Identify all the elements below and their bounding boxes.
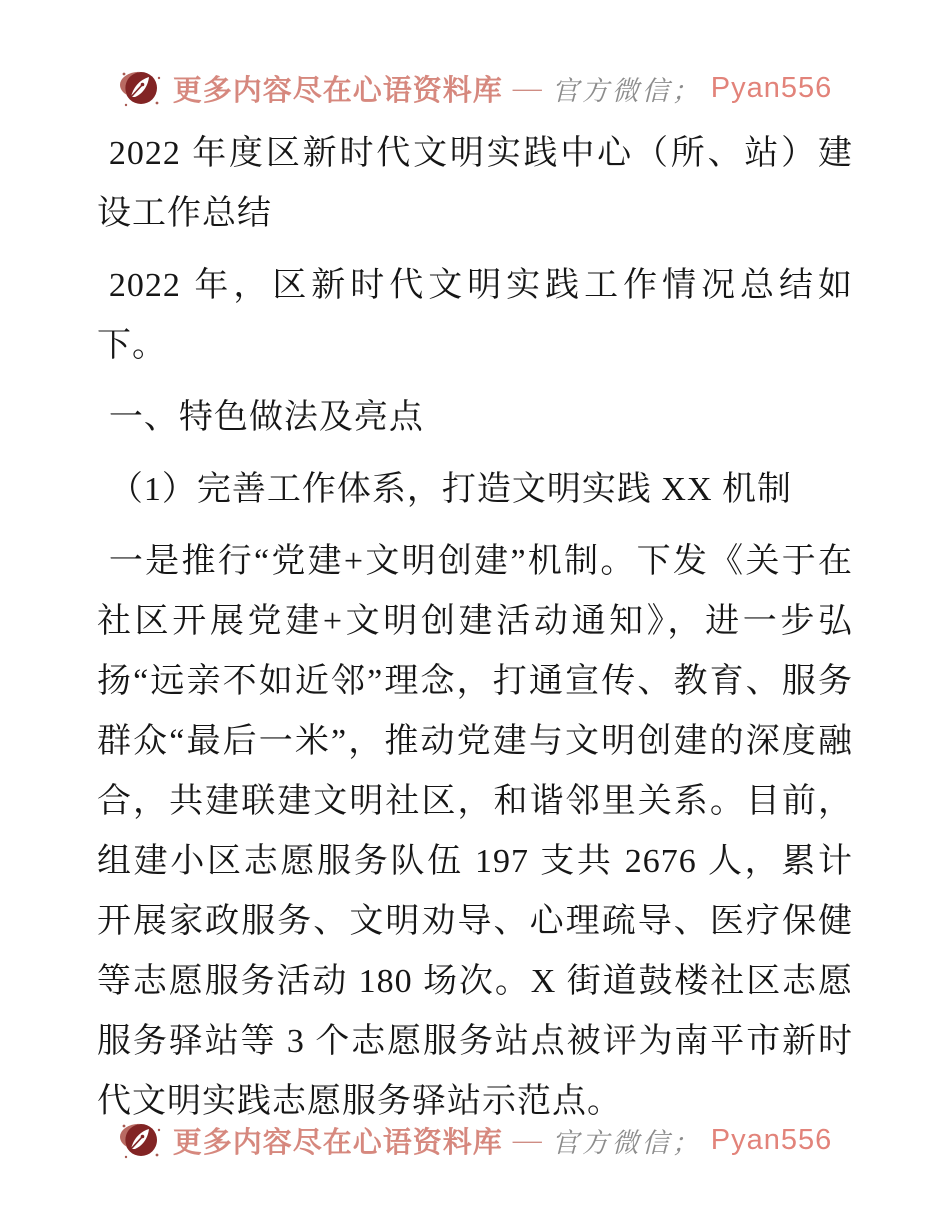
pen-nib-seal-icon	[118, 64, 164, 112]
watermark-dash: —	[512, 1123, 542, 1156]
body-paragraph: 一是推行“党建+文明创建”机制。下发《关于在社区开展党建+文明创建活动通知》，进一步弘扬“远亲不如近邻”理念，打通宣传、教育、服务群众“最后一米”，推动党建与文明创建的深度融合，共建联建文明社区，和谐邻里关系。目前，组建小区志愿服务队伍 197 支共 2676 人，累计开展家政服务、文明劝导、心理疏导、医疗保健等志愿服务活动 180 场次。X 街道鼓楼社区志愿服务驿站等 3 个志愿服务站点被评为南平市新时代文明实践志愿服务驿站示范点。	[97, 543, 853, 1120]
section-heading: 一、特色做法及亮点	[108, 399, 424, 436]
intro-paragraph: 2022 年，区新时代文明实践工作情况总结如下。	[97, 267, 853, 364]
document-title: 2022 年度区新时代文明实践中心（所、站）建设工作总结	[97, 135, 853, 232]
document-content	[97, 124, 853, 1144]
subsection-heading: （1）完善工作体系，打造文明实践 XX 机制	[108, 471, 792, 508]
watermark-wechat-label: 官方微信；	[551, 1127, 702, 1158]
watermark-dash: —	[512, 71, 542, 104]
watermark-wechat-id: Pyan556	[710, 71, 833, 104]
watermark-wechat-id: Pyan556	[710, 1123, 833, 1156]
watermark-footer	[0, 1116, 950, 1164]
watermark-wechat-label: 官方微信；	[551, 75, 702, 106]
watermark-brand-text: 更多内容尽在心语资料库	[172, 74, 503, 107]
pen-nib-seal-icon	[118, 1116, 164, 1164]
watermark-header	[0, 64, 950, 112]
watermark-brand-text: 更多内容尽在心语资料库	[172, 1126, 503, 1159]
